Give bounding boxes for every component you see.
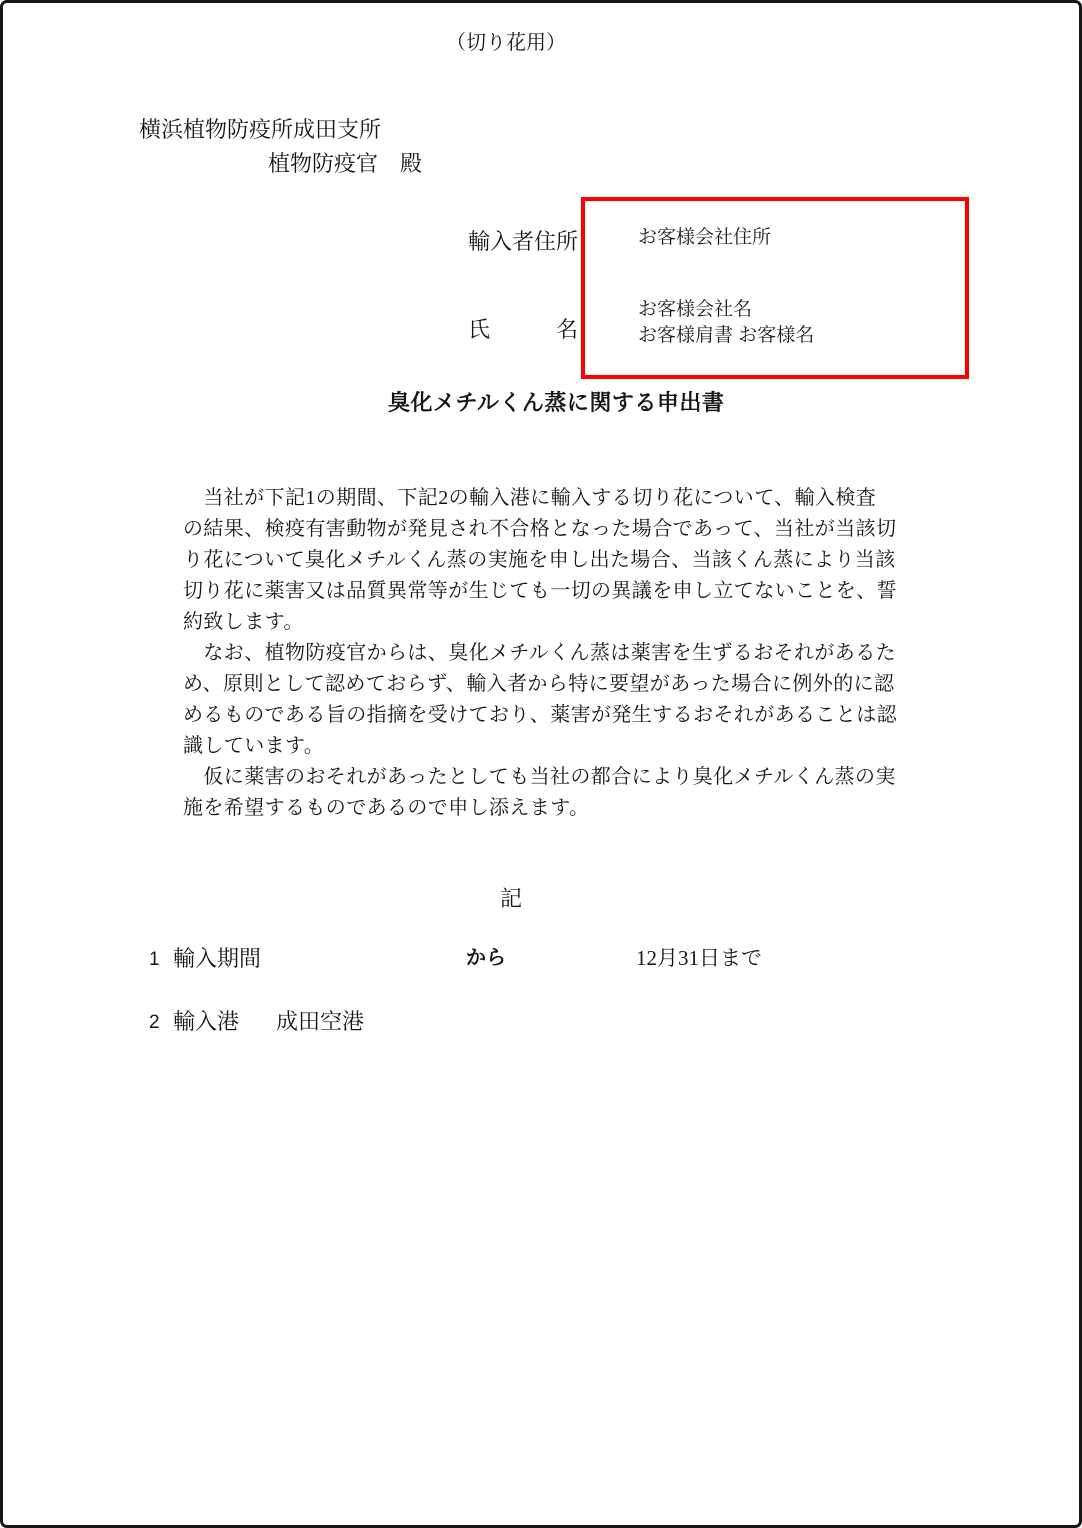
item2-number: 2: [149, 1012, 160, 1033]
import-period-from-label: から: [466, 947, 506, 969]
body-line: 当社が下記1の期間、下記2の輸入港に輸入する切り花について、輸入検査: [183, 487, 877, 509]
item1-number: 1: [149, 949, 160, 970]
body-line: 施を希望するものであるので申し添えます。: [183, 797, 590, 819]
import-port-value: 成田空港: [276, 1009, 365, 1034]
importer-name-label: 氏 名: [468, 317, 579, 342]
notice-heading: 記: [500, 886, 523, 911]
document-title: 臭化メチルくん蒸に関する申出書: [388, 390, 725, 415]
body-line: の結果、検疫有害動物が発見され不合格となった場合であって、当社が当該切: [183, 518, 897, 540]
body-line: 約致します。: [183, 611, 304, 633]
body-line: め、原則として認めておらず、輸入者から特に要望があった場合に例外的に認: [183, 673, 895, 695]
importer-address-label: 輸入者住所: [468, 229, 579, 254]
statement-body: [183, 483, 903, 824]
body-line: 識しています。: [183, 735, 325, 757]
form-type-note: （切り花用）: [446, 32, 566, 54]
body-line: り花について臭化メチルくん蒸の実施を申し出た場合、当該くん蒸により当該: [183, 549, 896, 571]
customer-company-address-placeholder: お客様会社住所: [638, 227, 772, 248]
import-period-label: 輸入期間: [173, 946, 262, 971]
addressee-office: 横浜植物防疫所成田支所: [139, 117, 382, 142]
customer-company-name-placeholder: お客様会社名: [638, 299, 753, 320]
customer-title-and-name-placeholder: お客様肩書 お客様名: [638, 325, 815, 346]
customer-info-highlight-box: [581, 197, 969, 379]
import-period-until-value: 12月31日まで: [636, 946, 762, 970]
body-line: めるものである旨の指摘を受けており、薬害が発生するおそれがあることは認: [183, 704, 897, 726]
body-line: なお、植物防疫官からは、臭化メチルくん蒸は薬害を生ずるおそれがあるた: [183, 642, 896, 664]
import-port-label: 輸入港: [173, 1009, 240, 1034]
body-line: 切り花に薬害又は品質異常等が生じても一切の異議を申し立てないことを、誓: [183, 580, 897, 602]
addressee-officer: 植物防疫官 殿: [268, 151, 423, 176]
body-line: 仮に薬害のおそれがあったとしても当社の都合により臭化メチルくん蒸の実: [183, 766, 896, 788]
